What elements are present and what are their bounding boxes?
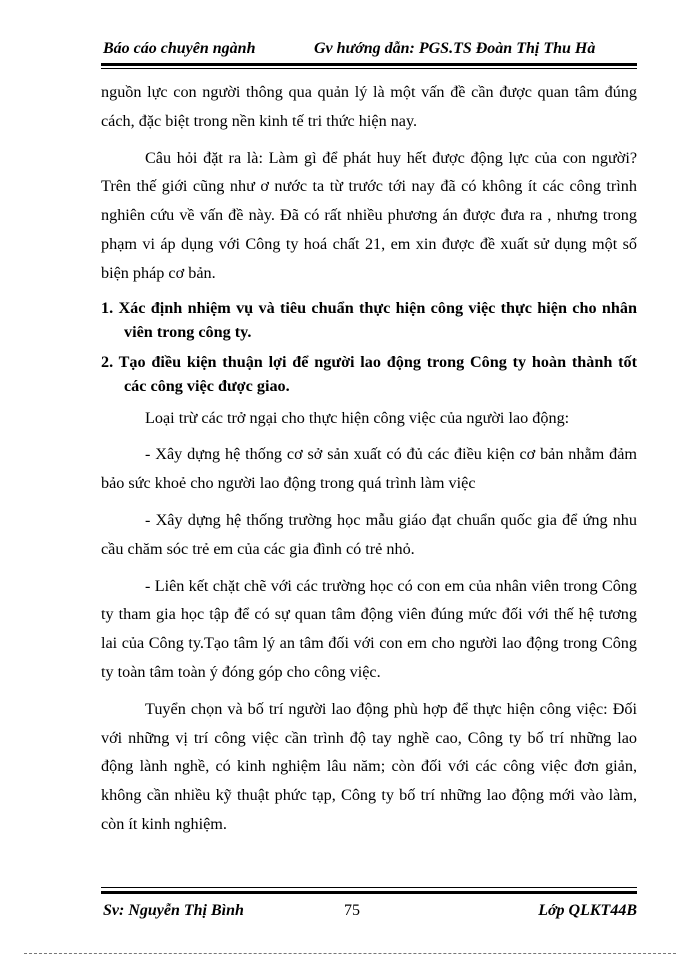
paragraph: nguồn lực con người thông qua quản lý là một vấn đề cần được quan tâm đúng cách, đặc biệt trong nền kinh tế tri thức hiện nay. (101, 83, 637, 130)
header-report-title: Báo cáo chuyên ngành (103, 40, 256, 57)
bullet-paragraph: - Xây dựng hệ thống cơ sở sản xuất có đủ các điều kiện cơ bản nhằm đảm bảo sức khoẻ cho người lao động trong quá trình làm việc (101, 445, 637, 493)
footer-rule-thin (101, 887, 637, 888)
header-rule-thick (101, 63, 637, 66)
numbered-heading: 1. Xác định nhiệm vụ và tiêu chuẩn thực hiện công việc thực hiện cho nhân viên trong công ty. (101, 298, 637, 341)
page-header (101, 40, 637, 62)
header-supervisor: Gv hướng dẫn: PGS.TS Đoàn Thị Thu Hà (314, 40, 596, 57)
document-body (101, 78, 637, 847)
paragraph: Tuyển chọn và bố trí người lao động phù hợp để thực hiện công việc: Đối với những vị trí công việc cần trình độ tay nghề cao, Công ty bố trí những lao động lành nghề, có kinh nghiệm lâu năm; còn đối với các công việc đơn giản, không cần nhiều kỹ thuật phức tạp, Công ty bố trí những lao động mới vào làm, còn ít kinh nghiệm. (101, 699, 637, 833)
footer-student: Sv: Nguyễn Thị Bình (103, 902, 244, 919)
page-edge-dashed-line (24, 953, 676, 954)
bullet-paragraph: - Xây dựng hệ thống trường học mẫu giáo đạt chuẩn quốc gia để ứng nhu cầu chăm sóc trẻ em của các gia đình có trẻ nhỏ. (101, 510, 637, 558)
footer-rule-thick (101, 891, 637, 894)
numbered-heading: 2. Tạo điều kiện thuận lợi để người lao động trong Công ty hoàn thành tốt các công việc được giao. (101, 352, 637, 395)
paragraph: Câu hỏi đặt ra là: Làm gì để phát huy hết được động lực của con người? Trên thế giới cũng như ơ nước ta từ trước tới nay đã có không ít các công trình nghiên cứu về vấn đề này. Đã có rất nhiều phương án được đưa ra , nhưng trong phạm vi áp dụng với Công ty hoá chất 21, em xin được đề xuất sử dụng một số biện pháp cơ bản. (101, 148, 637, 282)
page-number: 75 (344, 902, 360, 919)
page-footer (101, 902, 637, 924)
bullet-paragraph: - Liên kết chặt chẽ với các trường học có con em của nhân viên trong Công ty tham gia học tập để có sự quan tâm động viên đúng mức đối với thế hệ tương lai của Công ty.Tạo tâm lý an tâm đối với con em cho người lao động trong Công ty toàn tâm toàn ý đóng góp cho công việc. (101, 576, 637, 681)
paragraph: Loại trừ các trở ngại cho thực hiện công việc của người lao động: (145, 408, 570, 427)
header-rule-thin (101, 68, 637, 69)
footer-class: Lớp QLKT44B (538, 902, 637, 919)
